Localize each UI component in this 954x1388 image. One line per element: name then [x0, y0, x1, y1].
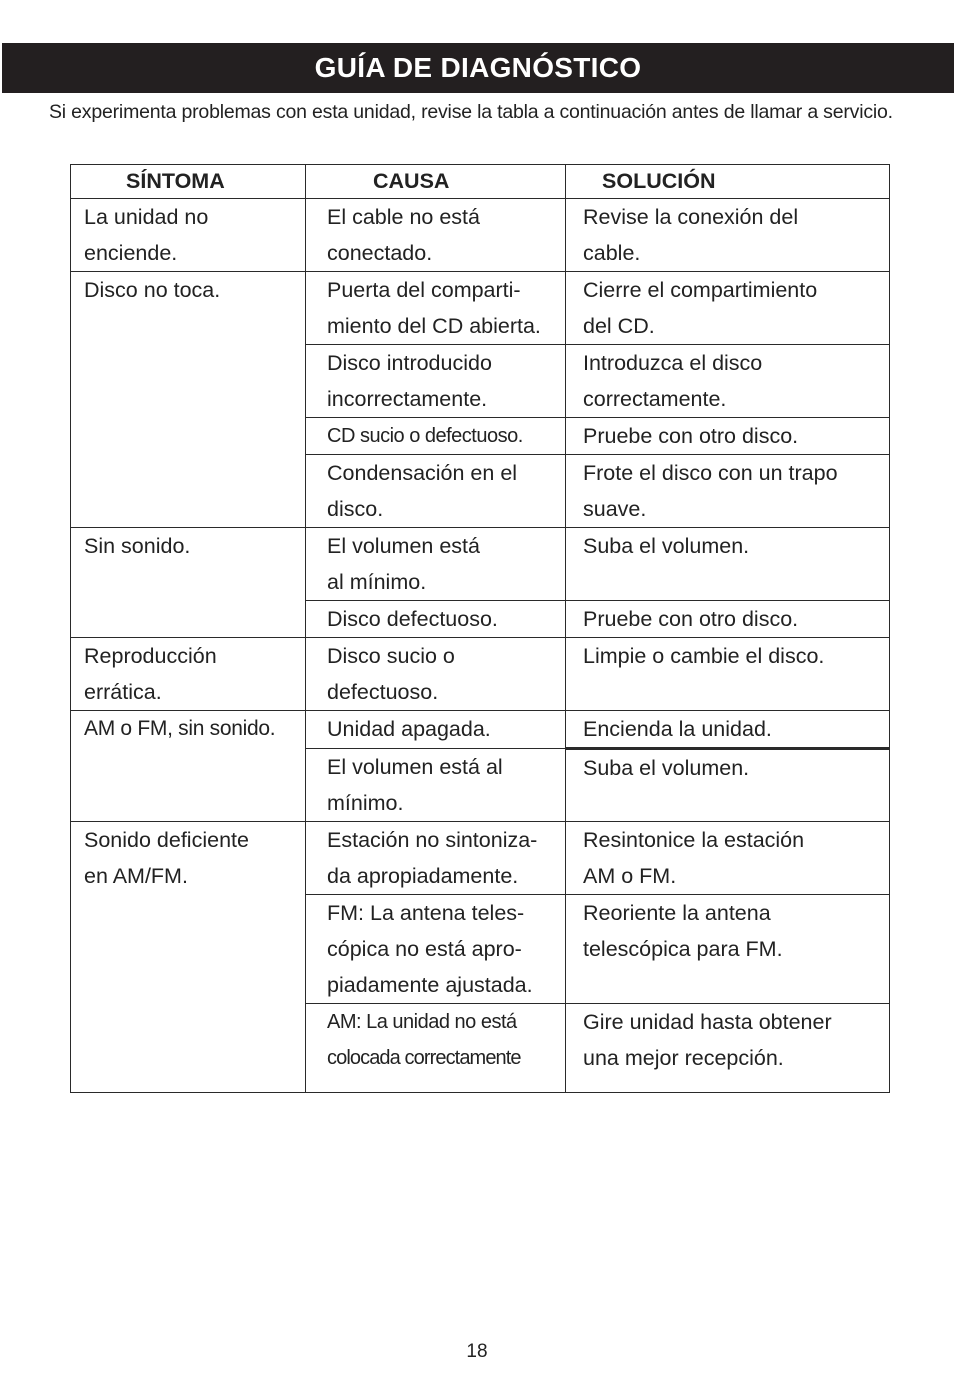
cause-cell — [306, 418, 566, 455]
cause-cell — [306, 638, 566, 711]
header-cause: CAUSA — [306, 165, 566, 199]
diagnostic-table — [70, 164, 890, 1093]
symptom-cell — [71, 199, 306, 272]
solution-line: una mejor recepción. — [583, 1046, 784, 1070]
cause-line: da apropiadamente. — [327, 864, 519, 888]
intro-text: Si experimenta problemas con esta unidad, revise la tabla a continuación antes de llamar a servicio. — [49, 101, 893, 123]
solution-line: Pruebe con otro disco. — [583, 424, 799, 448]
cause-cell — [306, 895, 566, 1004]
cause-cell — [306, 455, 566, 528]
cause-line: disco. — [327, 497, 384, 521]
solution-cell — [566, 895, 890, 1004]
header-solution: SOLUCIÓN — [566, 165, 890, 199]
cause-line: al mínimo. — [327, 570, 427, 594]
symptom-line: Sin sonido. — [84, 534, 191, 558]
table-row — [71, 199, 890, 272]
symptom-line: errática. — [84, 680, 162, 704]
cause-cell — [306, 749, 566, 822]
cause-cell — [306, 345, 566, 418]
symptom-line: AM o FM, sin sonido. — [84, 717, 276, 740]
solution-line: Resintonice la estación — [583, 828, 805, 852]
symptom-cell — [71, 711, 306, 822]
cause-line: El cable no está — [327, 205, 480, 229]
solution-cell — [566, 272, 890, 345]
cause-line: miento del CD abierta. — [327, 314, 541, 338]
solution-line: del CD. — [583, 314, 655, 338]
solution-line: Limpie o cambie el disco. — [583, 644, 825, 668]
symptom-line: Disco no toca. — [84, 278, 221, 302]
cause-line: El volumen está — [327, 534, 480, 558]
solution-line: Introduzca el disco — [583, 351, 763, 375]
cause-line: cópica no está apro- — [327, 937, 522, 961]
cause-line: incorrectamente. — [327, 387, 488, 411]
solution-cell — [566, 199, 890, 272]
solution-cell — [566, 345, 890, 418]
page-title: GUÍA DE DIAGNÓSTICO — [2, 43, 954, 93]
solution-cell — [566, 455, 890, 528]
cause-line: mínimo. — [327, 791, 404, 815]
solution-cell — [566, 711, 890, 749]
table-row — [71, 711, 890, 749]
solution-cell — [566, 1004, 890, 1093]
cause-cell — [306, 199, 566, 272]
symptom-cell — [71, 638, 306, 711]
table-row — [71, 272, 890, 345]
solution-line: Encienda la unidad. — [583, 717, 772, 741]
symptom-line: Sonido deficiente — [84, 828, 249, 852]
symptom-line: La unidad no — [84, 205, 209, 229]
solution-line: Revise la conexión del — [583, 205, 799, 229]
cause-line: FM: La antena teles- — [327, 901, 525, 925]
table-row — [71, 638, 890, 711]
solution-cell — [566, 528, 890, 601]
cause-line: conectado. — [327, 241, 433, 265]
cause-line: Unidad apagada. — [327, 717, 491, 741]
symptom-cell — [71, 822, 306, 1093]
cause-line: colocada correctamente — [327, 1047, 521, 1069]
solution-line: correctamente. — [583, 387, 727, 411]
cause-line: piadamente ajustada. — [327, 973, 533, 997]
cause-line: El volumen está al — [327, 755, 503, 779]
solution-line: Gire unidad hasta obtener — [583, 1010, 832, 1034]
cause-cell — [306, 528, 566, 601]
solution-line: Frote el disco con un trapo — [583, 461, 838, 485]
solution-cell — [566, 822, 890, 895]
solution-cell — [566, 749, 890, 822]
symptom-line: enciende. — [84, 241, 178, 265]
solution-line: Pruebe con otro disco. — [583, 607, 799, 631]
solution-line: AM o FM. — [583, 864, 677, 888]
cause-line: AM: La unidad no está — [327, 1011, 517, 1033]
cause-line: CD sucio o defectuoso. — [327, 425, 523, 447]
cause-cell — [306, 822, 566, 895]
solution-line: suave. — [583, 497, 647, 521]
page-number: 18 — [466, 1341, 488, 1362]
solution-cell — [566, 638, 890, 711]
cause-line: defectuoso. — [327, 680, 439, 704]
table-header-row — [71, 165, 890, 199]
solution-line: Cierre el compartimiento — [583, 278, 818, 302]
cause-cell — [306, 272, 566, 345]
solution-line: cable. — [583, 241, 641, 265]
table-row — [71, 528, 890, 601]
cause-cell — [306, 1004, 566, 1093]
cause-cell — [306, 601, 566, 638]
solution-cell — [566, 601, 890, 638]
header-symptom: SÍNTOMA — [71, 165, 306, 199]
cause-line: Disco defectuoso. — [327, 607, 498, 631]
solution-cell — [566, 418, 890, 455]
cause-line: Estación no sintoniza- — [327, 828, 538, 852]
solution-line: telescópica para FM. — [583, 937, 783, 961]
symptom-cell — [71, 528, 306, 638]
solution-line: Suba el volumen. — [583, 534, 750, 558]
cause-line: Puerta del comparti- — [327, 278, 521, 302]
solution-line: Reoriente la antena — [583, 901, 771, 925]
cause-cell — [306, 711, 566, 749]
table-row — [71, 822, 890, 895]
cause-line: Condensación en el — [327, 461, 518, 485]
cause-line: Disco introducido — [327, 351, 492, 375]
symptom-line: Reproducción — [84, 644, 217, 668]
symptom-line: en AM/FM. — [84, 864, 188, 888]
symptom-cell — [71, 272, 306, 528]
solution-line: Suba el volumen. — [583, 756, 750, 780]
cause-line: Disco sucio o — [327, 644, 455, 668]
